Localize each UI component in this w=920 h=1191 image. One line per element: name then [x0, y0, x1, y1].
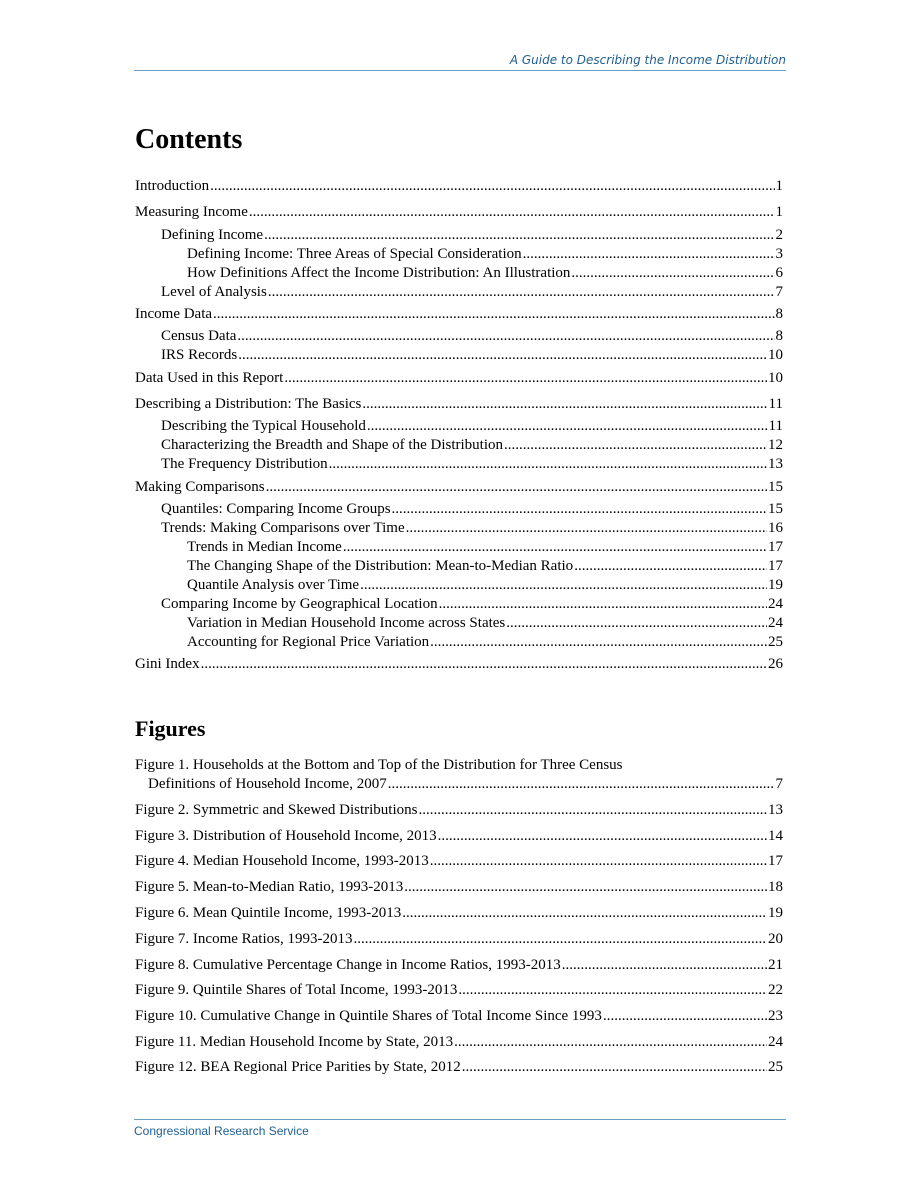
figure-entry-text: Figure 7. Income Ratios, 1993-2013	[135, 931, 353, 947]
toc-entry-page: 24	[768, 596, 783, 612]
figure-entry-3[interactable]	[135, 827, 783, 846]
dot-leader	[266, 478, 767, 497]
footer-publisher: Congressional Research Service	[134, 1124, 309, 1138]
toc-entry-regional-price[interactable]	[135, 633, 783, 652]
contents-heading: Contents	[135, 124, 243, 155]
toc-entry-frequency-distribution[interactable]	[135, 455, 783, 474]
dot-leader	[454, 1033, 767, 1052]
toc-entry-making-comparisons[interactable]	[135, 478, 783, 497]
dot-leader	[430, 852, 767, 871]
toc-entry-three-areas[interactable]	[135, 245, 783, 264]
dot-leader	[406, 519, 767, 538]
figure-entry-1[interactable]	[135, 775, 783, 794]
dot-leader	[353, 930, 767, 949]
figure-entry-page: 19	[768, 905, 783, 921]
dot-leader	[210, 177, 774, 196]
toc-entry-text: Quantiles: Comparing Income Groups	[161, 501, 391, 517]
toc-entry-text: Measuring Income	[135, 204, 248, 220]
toc-entry-quantiles[interactable]	[135, 500, 783, 519]
figure-entry-12[interactable]	[135, 1058, 783, 1077]
toc-entry-text: Variation in Median Household Income across States	[187, 615, 506, 631]
toc-entry-text: Characterizing the Breadth and Shape of the Distribution	[161, 437, 503, 453]
toc-entry-data-used[interactable]	[135, 369, 783, 388]
figure-entry-6[interactable]	[135, 904, 783, 923]
toc-entry-level-of-analysis[interactable]	[135, 283, 783, 302]
figure-entry-10[interactable]	[135, 1007, 783, 1026]
dot-leader	[603, 1007, 767, 1026]
figures-heading: Figures	[135, 716, 206, 741]
toc-entry-page: 2	[775, 227, 783, 243]
dot-leader	[284, 369, 767, 388]
toc-entry-page: 12	[768, 437, 783, 453]
toc-entry-text: Trends in Median Income	[187, 539, 342, 555]
figure-entry-page: 24	[768, 1034, 783, 1050]
figure-entry-page: 13	[768, 802, 783, 818]
toc-entry-page: 1	[775, 204, 783, 220]
figure-entry-text: Definitions of Household Income, 2007	[148, 776, 387, 792]
toc-entry-text: Income Data	[135, 306, 213, 322]
toc-entry-text: Trends: Making Comparisons over Time	[161, 520, 405, 536]
dot-leader	[238, 346, 767, 365]
toc-entry-describing-basics[interactable]	[135, 395, 783, 414]
dot-leader	[362, 395, 767, 414]
dot-leader	[201, 655, 767, 674]
figure-entry-1-line1[interactable]: Figure 1. Households at the Bottom and Top of the Distribution for Three Census	[135, 757, 623, 773]
toc-entry-census-data[interactable]	[135, 327, 783, 346]
toc-entry-page: 8	[775, 328, 783, 344]
toc-entry-definitions-illustration[interactable]	[135, 264, 783, 283]
dot-leader	[213, 305, 774, 324]
figure-entry-text: Figure 2. Symmetric and Skewed Distributions	[135, 802, 418, 818]
toc-entry-text: Defining Income	[161, 227, 264, 243]
figure-entry-7[interactable]	[135, 930, 783, 949]
dot-leader	[504, 436, 767, 455]
toc-entry-geographical[interactable]	[135, 595, 783, 614]
figure-entry-5[interactable]	[135, 878, 783, 897]
toc-entry-page: 15	[768, 479, 783, 495]
toc-entry-text: The Changing Shape of the Distribution: Mean-to-Median Ratio	[187, 558, 574, 574]
toc-entry-text: How Definitions Affect the Income Distribution: An Illustration	[187, 265, 571, 281]
toc-entry-text: Comparing Income by Geographical Location	[161, 596, 438, 612]
figure-entry-11[interactable]	[135, 1033, 783, 1052]
toc-entry-defining-income[interactable]	[135, 226, 783, 245]
toc-entry-text: Census Data	[161, 328, 237, 344]
figure-entry-text: Figure 9. Quintile Shares of Total Income, 1993-2013	[135, 982, 458, 998]
figure-entry-page: 7	[775, 776, 783, 792]
dot-leader	[574, 557, 767, 576]
page-footer	[134, 1119, 786, 1138]
toc-entry-page: 24	[768, 615, 783, 631]
toc-entry-text: Level of Analysis	[161, 284, 267, 300]
running-header	[134, 53, 786, 71]
toc-entry-variation-states[interactable]	[135, 614, 783, 633]
dot-leader	[268, 283, 775, 302]
toc-entry-page: 6	[775, 265, 783, 281]
running-header-title: A Guide to Describing the Income Distribution	[509, 53, 786, 67]
figure-entry-text: Figure 5. Mean-to-Median Ratio, 1993-2013	[135, 879, 404, 895]
figure-entry-text: Figure 11. Median Household Income by State, 2013	[135, 1034, 454, 1050]
figure-entry-page: 25	[768, 1059, 783, 1075]
dot-leader	[430, 633, 767, 652]
dot-leader	[343, 538, 767, 557]
toc-entry-trends-median[interactable]	[135, 538, 783, 557]
figure-entry-8[interactable]	[135, 956, 783, 975]
figure-entry-page: 21	[768, 957, 783, 973]
dot-leader	[523, 245, 775, 264]
toc-entry-income-data[interactable]	[135, 305, 783, 324]
dot-leader	[458, 981, 767, 1000]
dot-leader	[237, 327, 774, 346]
toc-entry-page: 8	[775, 306, 783, 322]
figure-entry-page: 18	[768, 879, 783, 895]
dot-leader	[367, 417, 768, 436]
dot-leader	[571, 264, 774, 283]
toc-entry-breadth-shape[interactable]	[135, 436, 783, 455]
toc-entry-text: The Frequency Distribution	[161, 456, 328, 472]
figure-entry-4[interactable]	[135, 852, 783, 871]
toc-entry-gini-index[interactable]	[135, 655, 783, 674]
dot-leader	[439, 595, 767, 614]
dot-leader	[329, 455, 767, 474]
figure-entry-text: Figure 4. Median Household Income, 1993-2013	[135, 853, 429, 869]
toc-entry-text: Accounting for Regional Price Variation	[187, 634, 430, 650]
dot-leader	[562, 956, 767, 975]
figure-entry-text: Figure 8. Cumulative Percentage Change in Income Ratios, 1993-2013	[135, 957, 561, 973]
toc-entry-page: 11	[768, 396, 783, 412]
figure-entry-page: 14	[768, 828, 783, 844]
toc-entry-text: Defining Income: Three Areas of Special Consideration	[187, 246, 522, 262]
toc-entry-introduction[interactable]	[135, 177, 783, 196]
toc-entry-page: 13	[768, 456, 783, 472]
toc-entry-text: Making Comparisons	[135, 479, 265, 495]
toc-entry-page: 15	[768, 501, 783, 517]
dot-leader	[264, 226, 774, 245]
figure-entry-page: 23	[768, 1008, 783, 1024]
dot-leader	[438, 827, 767, 846]
figure-entry-text: Figure 6. Mean Quintile Income, 1993-2013	[135, 905, 402, 921]
toc-entry-text: Introduction	[135, 178, 210, 194]
dot-leader	[404, 878, 767, 897]
toc-entry-page: 7	[775, 284, 783, 300]
toc-entry-page: 11	[768, 418, 783, 434]
toc-entry-page: 10	[768, 347, 783, 363]
dot-leader	[402, 904, 767, 923]
toc-entry-page: 3	[775, 246, 783, 262]
toc-entry-text: Gini Index	[135, 656, 200, 672]
dot-leader	[506, 614, 767, 633]
toc-entry-page: 19	[768, 577, 783, 593]
dot-leader	[249, 203, 775, 222]
toc-entry-irs-records[interactable]	[135, 346, 783, 365]
figure-entry-2[interactable]	[135, 801, 783, 820]
toc-entry-typical-household[interactable]	[135, 417, 783, 436]
toc-entry-page: 25	[768, 634, 783, 650]
dot-leader	[418, 801, 767, 820]
toc-entry-quantile-analysis[interactable]	[135, 576, 783, 595]
toc-entry-text: Describing the Typical Household	[161, 418, 366, 434]
toc-entry-text: Data Used in this Report	[135, 370, 284, 386]
figure-entry-text: Figure 12. BEA Regional Price Parities by State, 2012	[135, 1059, 461, 1075]
dot-leader	[392, 500, 767, 519]
dot-leader	[360, 576, 767, 595]
toc-entry-page: 16	[768, 520, 783, 536]
figure-entry-page: 22	[768, 982, 783, 998]
toc-entry-page: 1	[775, 178, 783, 194]
figure-entry-9[interactable]	[135, 981, 783, 1000]
figure-entry-page: 17	[768, 853, 783, 869]
toc-entry-page: 10	[768, 370, 783, 386]
figure-entry-page: 20	[768, 931, 783, 947]
toc-entry-text: Describing a Distribution: The Basics	[135, 396, 362, 412]
toc-entry-page: 26	[768, 656, 783, 672]
toc-entry-measuring-income[interactable]	[135, 203, 783, 222]
toc-entry-page: 17	[768, 558, 783, 574]
figure-entry-text: Figure 3. Distribution of Household Income, 2013	[135, 828, 437, 844]
dot-leader	[388, 775, 775, 794]
toc-entry-mean-to-median[interactable]	[135, 557, 783, 576]
dot-leader	[462, 1058, 767, 1077]
toc-entry-trends[interactable]	[135, 519, 783, 538]
toc-entry-page: 17	[768, 539, 783, 555]
toc-entry-text: Quantile Analysis over Time	[187, 577, 360, 593]
toc-entry-text: IRS Records	[161, 347, 238, 363]
figure-entry-text: Figure 10. Cumulative Change in Quintile Shares of Total Income Since 1993	[135, 1008, 602, 1024]
